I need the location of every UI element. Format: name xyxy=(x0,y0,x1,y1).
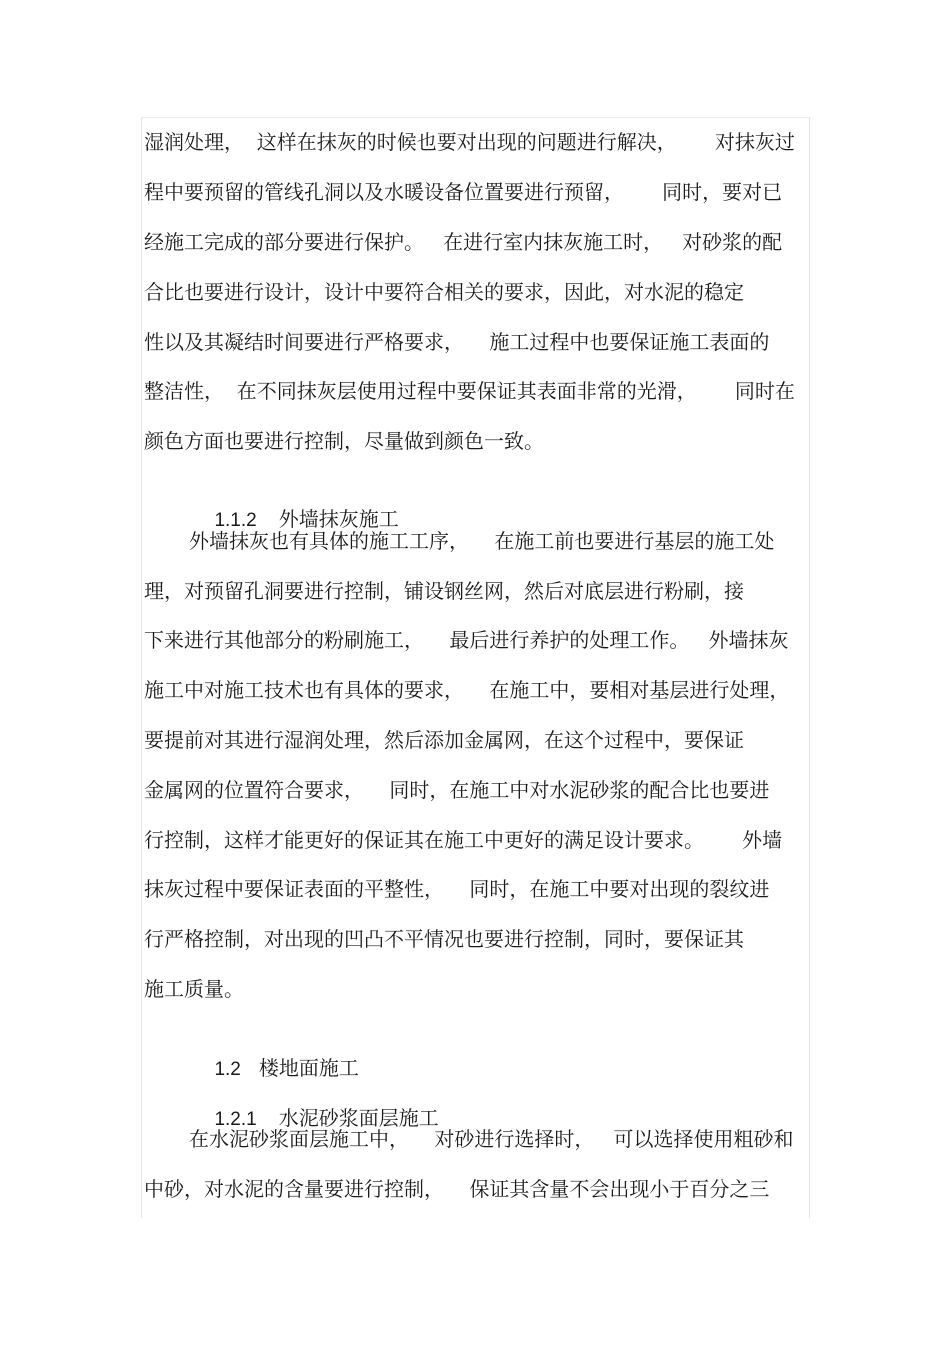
section-number: 1.1.2 xyxy=(214,510,257,531)
section-heading-1-2 xyxy=(189,1026,359,1080)
paragraph-line: 外墙抹灰也有具体的施工工序， 在施工前也要进行基层的施工处 xyxy=(189,529,775,553)
paragraph-line: 在水泥砂浆面层施工中， 对砂进行选择时， 可以选择使用粗砂和 xyxy=(189,1127,794,1151)
paragraph-line: 整洁性， 在不同抹灰层使用过程中要保证其表面非常的光滑， 同时在 xyxy=(144,379,795,403)
paragraph-line: 性以及其凝结时间要进行严格要求， 施工过程中也要保证施工表面的 xyxy=(144,330,770,354)
paragraph-line: 中砂，对水泥的含量要进行控制， 保证其含量不会出现小于百分之三 xyxy=(144,1177,770,1201)
paragraph-line: 施工中对施工技术也有具体的要求， 在施工中，要相对基层进行处理， xyxy=(144,678,790,702)
section-title: 水泥砂浆面层施工 xyxy=(278,1106,439,1130)
paragraph-line: 行控制，这样才能更好的保证其在施工中更好的满足设计要求。 外墙 xyxy=(144,828,783,852)
paragraph-line: 金属网的位置符合要求， 同时，在施工中对水泥砂浆的配合比也要进 xyxy=(144,778,770,802)
paragraph-line: 要提前对其进行湿润处理，然后添加金属网，在这个过程中，要保证 xyxy=(144,728,744,752)
paragraph-line: 行严格控制，对出现的凹凸不平情况也要进行控制，同时，要保证其 xyxy=(144,927,744,951)
section-title: 楼地面施工 xyxy=(258,1056,359,1080)
paragraph-line: 经施工完成的部分要进行保护。 在进行室内抹灰施工时， 对砂浆的配 xyxy=(144,230,783,254)
section-heading-1-1-2 xyxy=(189,477,399,531)
paragraph-line: 施工质量。 xyxy=(144,977,244,1001)
paragraph-line: 湿润处理， 这样在抹灰的时候也要对出现的问题进行解决， 对抹灰过 xyxy=(144,130,795,154)
paragraph-line: 理，对预留孔洞要进行控制，铺设钢丝网，然后对底层进行粉刷，接 xyxy=(144,579,744,603)
section-heading-1-2-1 xyxy=(189,1076,439,1130)
paragraph-line: 抹灰过程中要保证表面的平整性， 同时，在施工中要对出现的裂纹进 xyxy=(144,877,770,901)
section-number: 1.2.1 xyxy=(214,1109,257,1130)
paragraph-line: 程中要预留的管线孔洞以及水暖设备位置要进行预留， 同时，要对已 xyxy=(144,180,783,204)
paragraph-line: 颜色方面也要进行控制，尽量做到颜色一致。 xyxy=(144,429,544,453)
paragraph-line: 合比也要进行设计，设计中要符合相关的要求，因此，对水泥的稳定 xyxy=(144,280,744,304)
section-title: 外墙抹灰施工 xyxy=(278,507,399,531)
section-number: 1.2 xyxy=(214,1059,241,1080)
paragraph-line: 下来进行其他部分的粉刷施工， 最后进行养护的处理工作。 外墙抹灰 xyxy=(144,628,789,652)
